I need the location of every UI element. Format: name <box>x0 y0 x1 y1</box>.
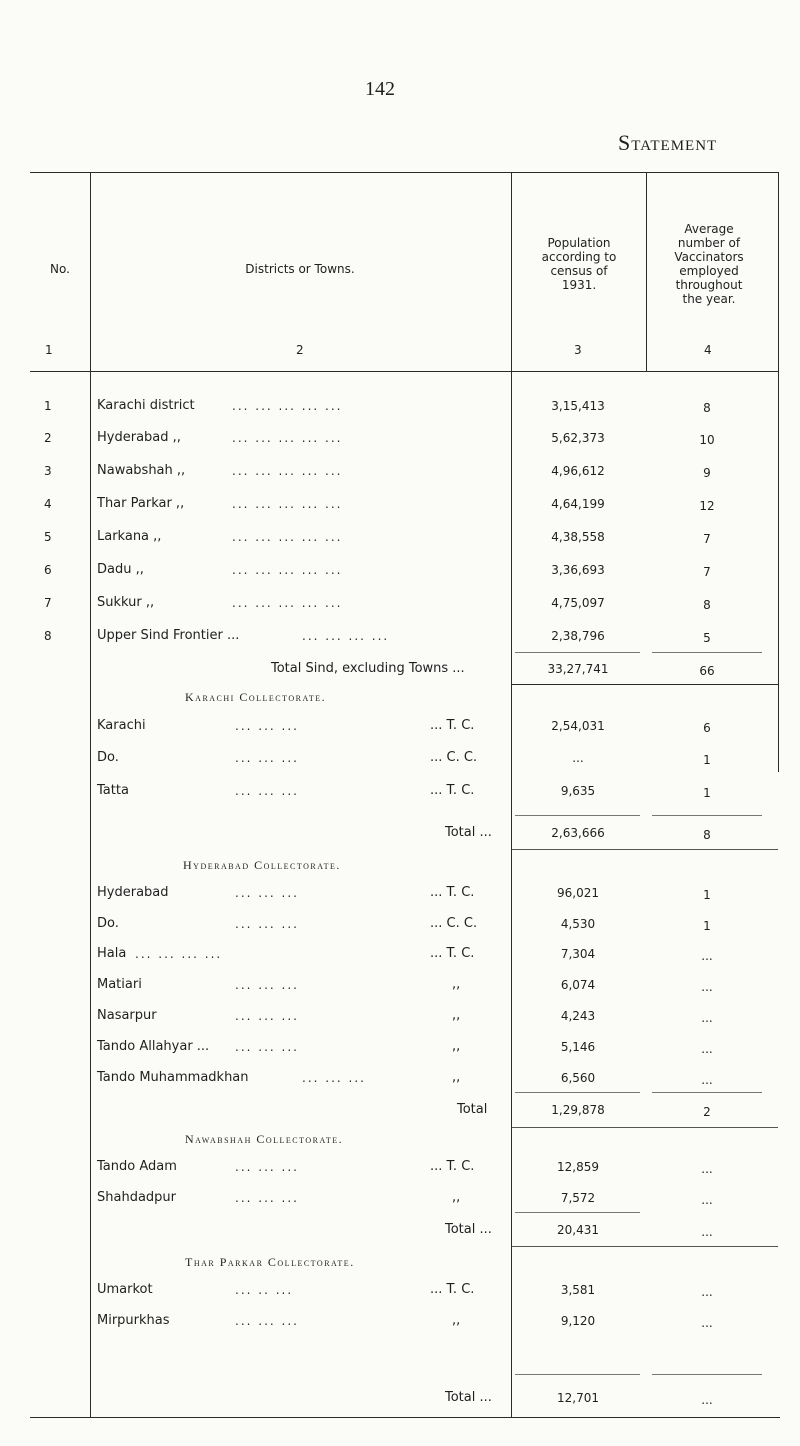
table-bottom-rule <box>30 1417 780 1418</box>
town-name: Do. <box>97 750 119 765</box>
town-name: Hyderabad <box>97 885 169 900</box>
town-type: ... T. C. <box>430 1282 475 1297</box>
total-population: 12,701 <box>557 1391 599 1405</box>
row-number: 4 <box>44 497 52 511</box>
district-name: Upper Sind Frontier ... <box>97 628 240 643</box>
section-heading-karachi: Karachi Collectorate. <box>185 690 327 704</box>
population-value: 4,243 <box>560 1009 596 1023</box>
average-value: 7 <box>703 532 711 546</box>
average-value: ... <box>701 1042 713 1056</box>
leader-dots: ... ... ... <box>235 719 299 733</box>
row-number: 1 <box>44 399 52 413</box>
average-value: ... <box>701 1073 713 1087</box>
total-label: Total ... <box>445 1222 492 1237</box>
leader-dots: ... .. ... <box>235 1283 294 1297</box>
header-average-line-5: throughout <box>675 278 743 292</box>
town-type: ,, <box>452 1190 461 1205</box>
population-value: 7,304 <box>560 947 596 961</box>
district-name: Sukkur ,, <box>97 595 155 610</box>
leader-dots: ... ... ... <box>235 1314 299 1328</box>
header-average-line-4: employed <box>679 264 739 278</box>
average-value: ... <box>701 1316 713 1330</box>
average-value: 6 <box>703 721 711 735</box>
row-number: 2 <box>44 431 52 445</box>
leader-dots: ... ... ... <box>235 1009 299 1023</box>
population-value: 4,38,558 <box>551 530 605 544</box>
town-name: Tando Allahyar ... <box>97 1039 210 1054</box>
average-value: ... <box>701 1162 713 1176</box>
row-number: 5 <box>44 530 52 544</box>
leader-dots: ... ... ... ... ... <box>232 431 343 445</box>
district-name: Dadu ,, <box>97 562 144 577</box>
total-average: ... <box>701 1225 713 1239</box>
leader-dots: ... ... ... <box>235 978 299 992</box>
leader-dots: ... ... ... <box>235 917 299 931</box>
population-value: 4,96,612 <box>551 464 605 478</box>
population-value: 96,021 <box>557 886 599 900</box>
total-label: Total ... <box>445 1390 492 1405</box>
header-population-line-2: according to <box>541 250 617 264</box>
section-rule <box>512 1127 778 1128</box>
population-value: 9,635 <box>560 784 596 798</box>
town-type: ... T. C. <box>430 783 475 798</box>
subtotal-rule-pop <box>515 1092 640 1093</box>
subtotal-rule-avg <box>652 1092 762 1093</box>
town-type: ... T. C. <box>430 946 475 961</box>
population-value: 3,15,413 <box>551 399 605 413</box>
col-divider-3 <box>646 172 647 372</box>
total-sind-average: 66 <box>699 664 715 678</box>
average-value: 1 <box>703 919 711 933</box>
town-name: Tatta <box>97 783 129 798</box>
col-number-2: 2 <box>296 343 304 357</box>
town-name: Hala <box>97 946 127 961</box>
total-average: 8 <box>703 828 711 842</box>
average-value: 8 <box>703 598 711 612</box>
population-value: 2,54,031 <box>551 719 605 733</box>
total-population: 1,29,878 <box>551 1103 605 1117</box>
population-value: 5,62,373 <box>551 431 605 445</box>
total-average: 2 <box>703 1105 711 1119</box>
leader-dots: ... ... ... ... ... <box>232 464 343 478</box>
town-name: Tando Muhammadkhan <box>97 1070 249 1085</box>
town-type: ... T. C. <box>430 885 475 900</box>
row-number: 6 <box>44 563 52 577</box>
header-average-line-3: Vaccinators <box>674 250 744 264</box>
average-value: ... <box>701 1193 713 1207</box>
average-value: 9 <box>703 466 711 480</box>
header-average-line-6: the year. <box>682 292 736 306</box>
total-population: 20,431 <box>557 1223 599 1237</box>
leader-dots: ... ... ... ... <box>302 629 390 643</box>
town-name: Shahdadpur <box>97 1190 177 1205</box>
section-rule <box>512 1246 778 1247</box>
population-value: 4,530 <box>560 917 596 931</box>
total-average: ... <box>701 1393 713 1407</box>
average-value: ... <box>701 1011 713 1025</box>
header-average-line-2: number of <box>677 236 741 250</box>
leader-dots: ... ... ... ... <box>135 947 223 961</box>
header-population-line-3: census of <box>550 264 608 278</box>
leader-dots: ... ... ... <box>235 1160 299 1174</box>
town-name: Mirpurkhas <box>97 1313 170 1328</box>
total-population: 2,63,666 <box>551 826 605 840</box>
district-name: Hyderabad ,, <box>97 430 181 445</box>
average-value: 12 <box>699 499 715 513</box>
section-rule <box>512 684 778 685</box>
leader-dots: ... ... ... <box>235 1040 299 1054</box>
population-value: 12,859 <box>557 1160 599 1174</box>
town-type: ,, <box>452 1039 461 1054</box>
header-no: No. <box>50 262 70 276</box>
header-districts: Districts or Towns. <box>245 262 355 276</box>
subtotal-rule-avg <box>652 1374 762 1375</box>
average-value: ... <box>701 949 713 963</box>
district-name: Larkana ,, <box>97 529 162 544</box>
population-value: 6,560 <box>560 1071 596 1085</box>
col-number-4: 4 <box>704 343 712 357</box>
subtotal-rule-pop <box>515 1374 640 1375</box>
town-name: Karachi <box>97 718 146 733</box>
total-label: Total <box>457 1102 488 1117</box>
total-label: Total ... <box>445 825 492 840</box>
header-bottom-rule <box>30 371 778 372</box>
statement-title: Statement <box>618 130 718 155</box>
average-value: ... <box>701 1285 713 1299</box>
total-sind-label: Total Sind, excluding Towns ... <box>271 661 465 676</box>
subtotal-rule-avg <box>652 815 762 816</box>
header-population <box>514 236 644 292</box>
town-type: ,, <box>452 1008 461 1023</box>
subtotal-rule-pop <box>515 652 640 653</box>
town-type: ... C. C. <box>430 750 478 765</box>
subtotal-rule-avg <box>652 652 762 653</box>
average-value: 8 <box>703 401 711 415</box>
population-value: 4,75,097 <box>551 596 605 610</box>
population-value: 5,146 <box>560 1040 596 1054</box>
leader-dots: ... ... ... <box>235 751 299 765</box>
row-number: 3 <box>44 464 52 478</box>
table-top-rule <box>30 172 778 173</box>
row-number: 7 <box>44 596 52 610</box>
population-value: ... <box>572 751 584 765</box>
leader-dots: ... ... ... <box>235 1191 299 1205</box>
leader-dots: ... ... ... <box>302 1071 366 1085</box>
district-name: Nawabshah ,, <box>97 463 186 478</box>
total-sind-population: 33,27,741 <box>547 662 609 676</box>
subtotal-rule-pop <box>515 815 640 816</box>
population-value: 3,581 <box>560 1283 596 1297</box>
section-rule <box>512 849 778 850</box>
town-type: ,, <box>452 1313 461 1328</box>
town-type: ,, <box>452 977 461 992</box>
town-type: ... T. C. <box>430 1159 475 1174</box>
population-value: 9,120 <box>560 1314 596 1328</box>
leader-dots: ... ... ... ... ... <box>232 596 343 610</box>
leader-dots: ... ... ... ... ... <box>232 497 343 511</box>
average-value: 1 <box>703 753 711 767</box>
leader-dots: ... ... ... <box>235 784 299 798</box>
average-value: 1 <box>703 888 711 902</box>
leader-dots: ... ... ... ... ... <box>232 563 343 577</box>
subtotal-rule-pop <box>515 1212 640 1213</box>
town-name: Umarkot <box>97 1282 153 1297</box>
population-value: 4,64,199 <box>551 497 605 511</box>
leader-dots: ... ... ... <box>235 886 299 900</box>
leader-dots: ... ... ... ... ... <box>232 530 343 544</box>
page-number: 142 <box>365 78 395 100</box>
average-value: ... <box>701 980 713 994</box>
town-name: Do. <box>97 916 119 931</box>
col-divider-1 <box>90 172 91 1417</box>
leader-dots: ... ... ... ... ... <box>232 399 343 413</box>
average-value: 1 <box>703 786 711 800</box>
average-value: 10 <box>699 433 715 447</box>
town-name: Nasarpur <box>97 1008 157 1023</box>
header-population-line-1: Population <box>547 236 611 250</box>
header-average-line-1: Average <box>684 222 734 236</box>
population-value: 3,36,693 <box>551 563 605 577</box>
town-name: Tando Adam <box>97 1159 177 1174</box>
row-number: 8 <box>44 629 52 643</box>
town-type: ... T. C. <box>430 718 475 733</box>
population-value: 7,572 <box>560 1191 596 1205</box>
district-name: Karachi district <box>97 398 195 413</box>
population-value: 2,38,796 <box>551 629 605 643</box>
header-population-line-4: 1931. <box>561 278 597 292</box>
population-value: 6,074 <box>560 978 596 992</box>
section-heading-nawabshah: Nawabshah Collectorate. <box>185 1132 344 1146</box>
section-heading-hyderabad: Hyderabad Collectorate. <box>183 858 341 872</box>
average-value: 7 <box>703 565 711 579</box>
col-number-1: 1 <box>45 343 53 357</box>
col-number-3: 3 <box>574 343 582 357</box>
header-average <box>650 222 768 306</box>
district-name: Thar Parkar ,, <box>97 496 185 511</box>
average-value: 5 <box>703 631 711 645</box>
right-border <box>778 172 779 772</box>
town-name: Matiari <box>97 977 142 992</box>
town-type: ... C. C. <box>430 916 478 931</box>
section-heading-tharparkar: Thar Parkar Collectorate. <box>185 1255 355 1269</box>
town-type: ,, <box>452 1070 461 1085</box>
